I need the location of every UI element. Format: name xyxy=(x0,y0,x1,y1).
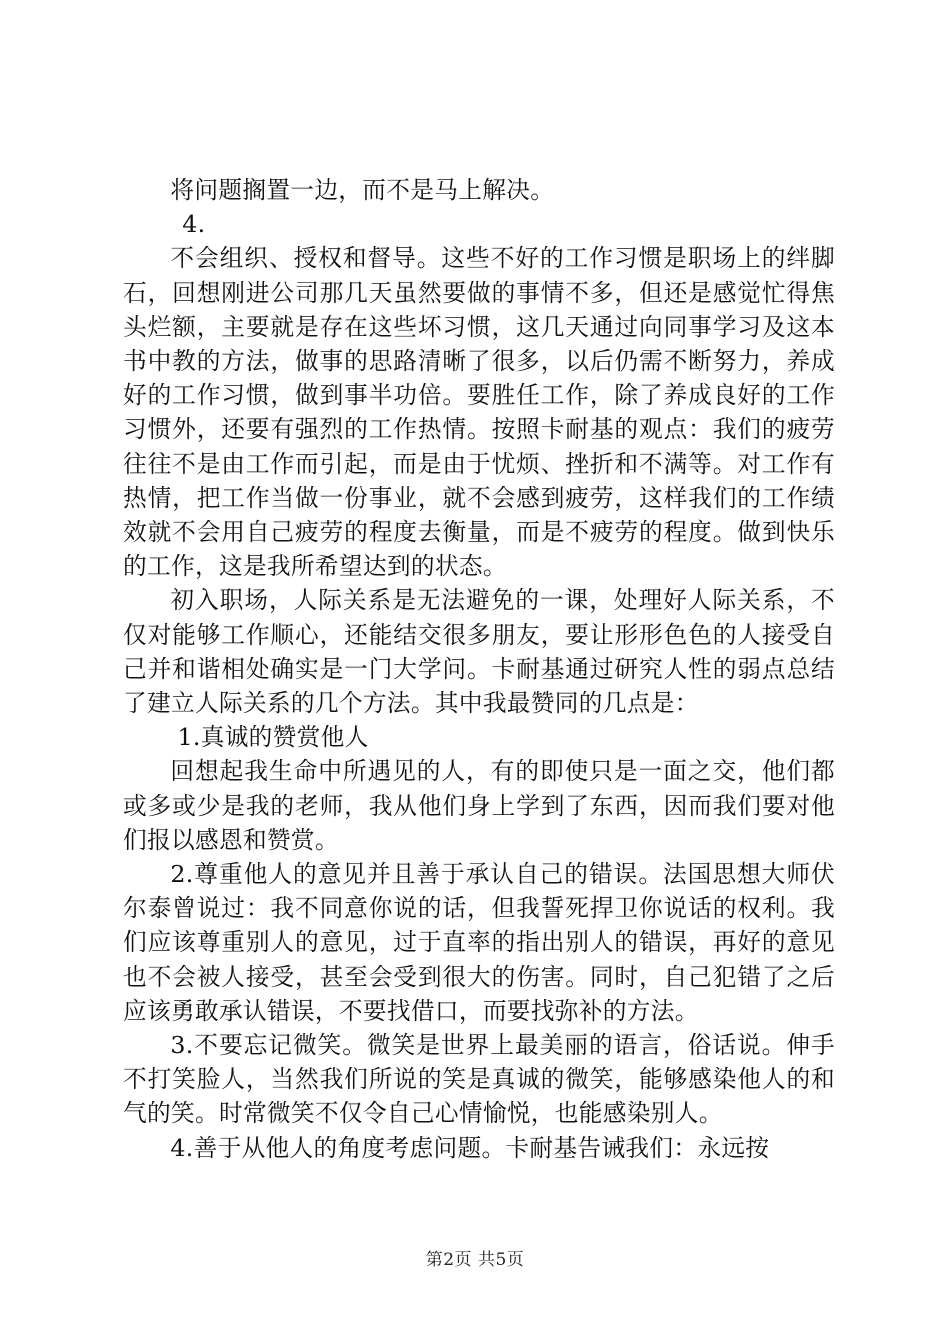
paragraph-continuation: 将问题搁置一边，而不是马上解决。 xyxy=(170,176,555,204)
paragraph-relationships: 初入职场，人际关系是无法避免的一课，处理好人际关系，不仅对能够工作顺心，还能结交很多朋友，要让形形色色的人接受自己并和谐相处确实是一门大学问。卡耐基通过研究人性的弱点总结了建立人际关系的几个方法。其中我最赞同的几点是： xyxy=(123,586,835,718)
paragraph-point-4: 4.善于从他人的角度考虑问题。卡耐基告诫我们：永远按 xyxy=(170,1133,770,1162)
paragraph-point-3: 3.不要忘记微笑。微笑是世界上最美丽的语言，俗话说。伸手不打笑脸人，当然我们所说的笑是真诚的微笑，能够感染他人的和气的笑。时常微笑不仅令自己心情愉悦，也能感染别人。 xyxy=(123,1031,835,1128)
paragraph-point-1-title: 1.真诚的赞赏他人 xyxy=(177,723,369,752)
paragraph-point-2: 2.尊重他人的意见并且善于承认自己的错误。法国思想大师伏尔泰曾说过：我不同意你说的话，但我誓死捍卫你说话的权利。我们应该尊重别人的意见，过于直率的指出别人的错误，再好的意见也不会被人接受，甚至会受到很大的伤害。同时，自己犯错了之后应该勇敢承认错误，不要找借口，而要找弥补的方法。 xyxy=(123,860,835,1025)
document-body xyxy=(123,173,835,1165)
paragraph-number: 4. xyxy=(182,210,206,239)
page-number-footer: 第2页 共5页 xyxy=(425,1250,525,1270)
paragraph-point-1-body: 回想起我生命中所遇见的人，有的即使只是一面之交，他们都或多或少是我的老师，我从他们身上学到了东西，因而我们要对他们报以感恩和赞赏。 xyxy=(123,757,835,854)
paragraph-work-habits: 不会组织、授权和督导。这些不好的工作习惯是职场上的绊脚石，回想刚进公司那几天虽然要做的事情不多，但还是感觉忙得焦头烂额，主要就是存在这些坏习惯，这几天通过向同事学习及这本书中教的方法，做事的思路清晰了很多，以后仍需不断努力，养成好的工作习惯，做到事半功倍。要胜任工作，除了养成良好的工作习惯外，还要有强烈的工作热情。按照卡耐基的观点：我们的疲劳往往不是由工作而引起，而是由于忧烦、挫折和不满等。对工作有热情，把工作当做一份事业，就不会感到疲劳，这样我们的工作绩效就不会用自己疲劳的程度去衡量，而是不疲劳的程度。做到快乐的工作，这是我所希望达到的状态。 xyxy=(123,244,835,581)
